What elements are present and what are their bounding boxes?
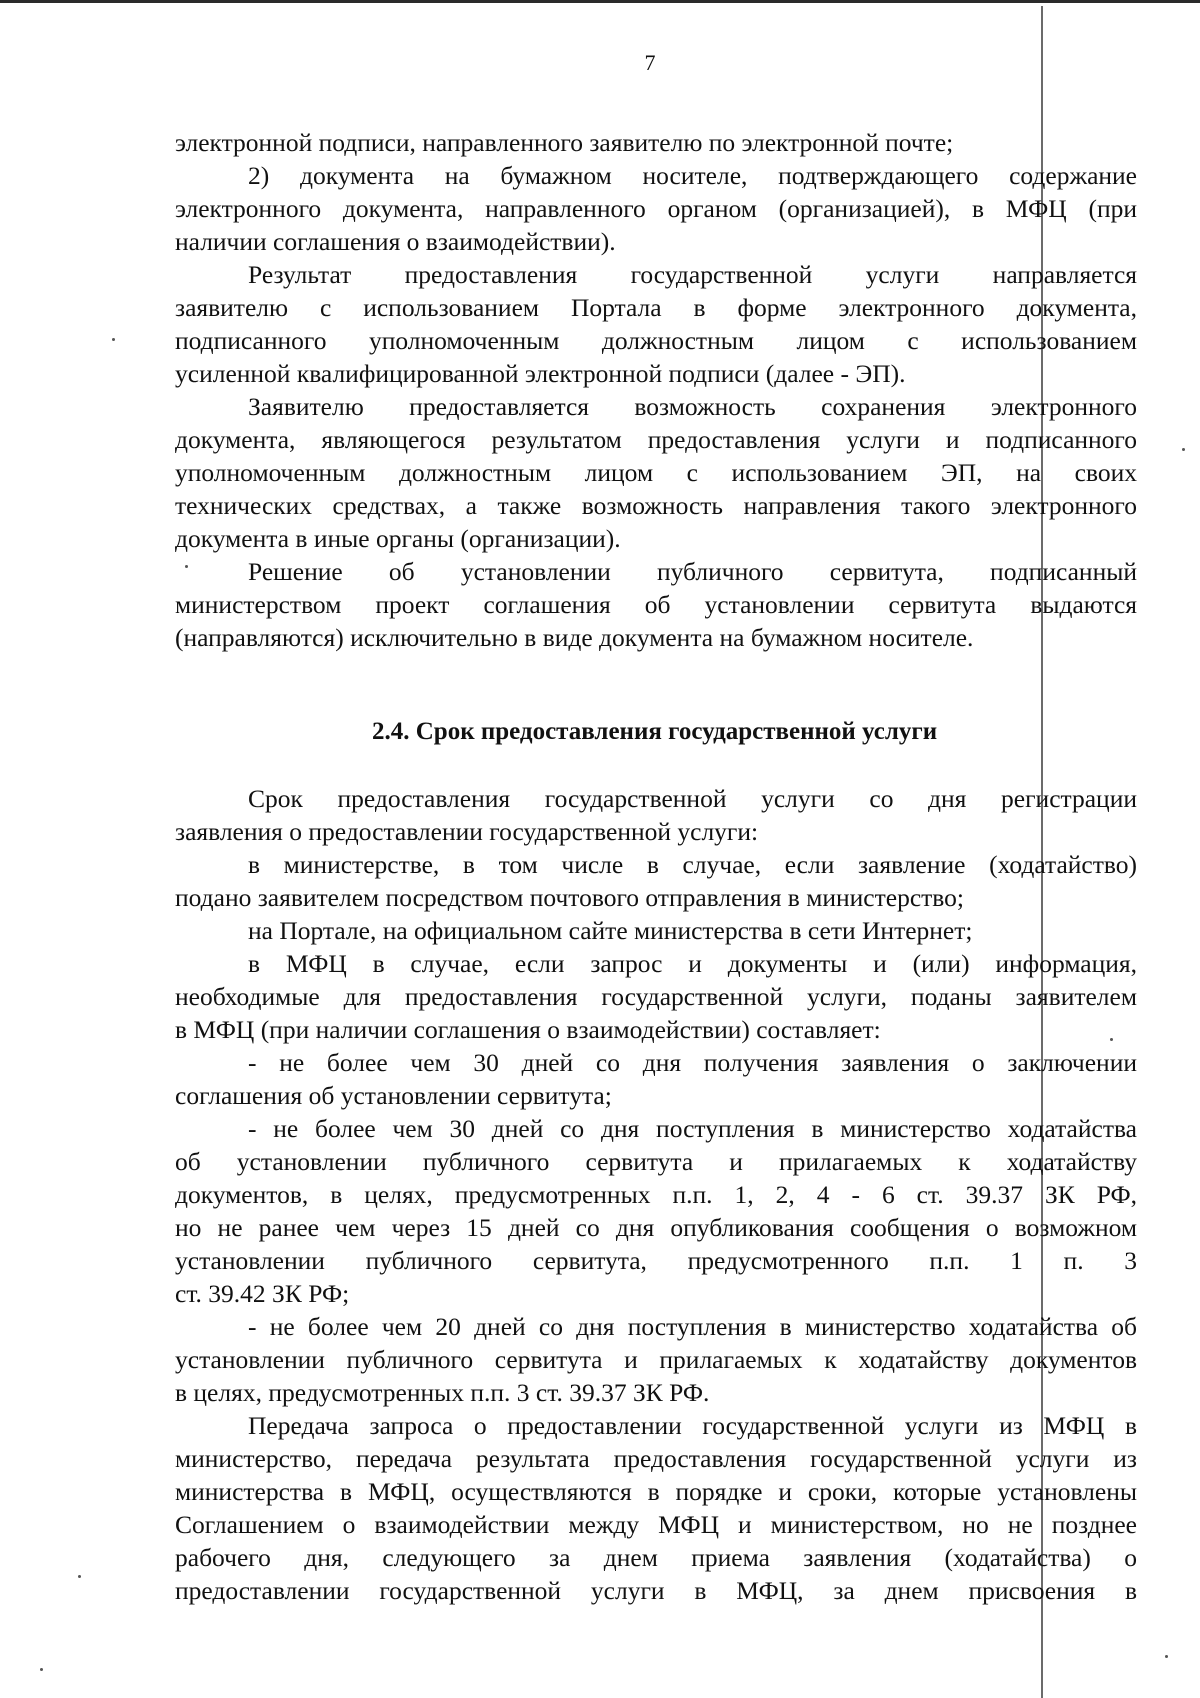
text-line: электронной подписи, направленного заявителю по электронной почте; [175,128,954,157]
text-line: - не более чем 30 дней со дня получения заявления о заключении [248,1048,1137,1077]
text-line: соглашения об установлении сервитута; [175,1081,612,1110]
scan-speck [112,338,115,341]
text-line: (направляются) исключительно в виде документа на бумажном носителе. [175,623,974,652]
text-line: министерством проект соглашения об установлении сервитута выдаются [175,590,1137,619]
text-line: в МФЦ в случае, если запрос и документы и (или) информация, [248,949,1137,978]
section-heading: 2.4. Срок предоставления государственной услуги [372,718,938,745]
text-line: усиленной квалифицированной электронной подписи (далее - ЭП). [175,359,906,388]
scan-speck [1110,1038,1113,1041]
text-line: документа, являющегося результатом предоставления услуги и подписанного [175,425,1137,454]
text-line: Решение об установлении публичного сервитута, подписанный [248,557,1137,586]
text-line: ст. 39.42 ЗК РФ; [175,1279,350,1308]
scan-top-edge [0,0,1200,3]
text-line: рабочего дня, следующего за днем приема заявления (ходатайства) о [175,1543,1137,1572]
text-line: подано заявителем посредством почтового отправления в министерство; [175,883,964,912]
text-line: установлении публичного сервитута, предусмотренного п.п. 1 п. 3 [175,1246,1137,1275]
text-line: Передача запроса о предоставлении государственной услуги из МФЦ в [248,1411,1137,1440]
text-line: об установлении публичного сервитута и прилагаемых к ходатайству [175,1147,1137,1176]
text-line: на Портале, на официальном сайте министерства в сети Интернет; [248,916,973,945]
text-line: предоставлении государственной услуги в МФЦ, за днем присвоения в [175,1576,1137,1605]
text-line: технических средствах, а также возможность направления такого электронного [175,491,1137,520]
text-line: - не более чем 20 дней со дня поступления в министерство ходатайства об [248,1312,1137,1341]
text-line: необходимые для предоставления государственной услуги, поданы заявителем [175,982,1137,1011]
text-line: наличии соглашения о взаимодействии). [175,227,616,256]
text-line: в целях, предусмотренных п.п. 3 ст. 39.37 ЗК РФ. [175,1378,710,1407]
text-line: министерства в МФЦ, осуществляются в порядке и сроки, которые установлены [175,1477,1137,1506]
text-line: Соглашением о взаимодействии между МФЦ и министерством, но не позднее [175,1510,1137,1539]
text-line: подписанного уполномоченным должностным лицом с использованием [175,326,1137,355]
scan-speck [40,1668,43,1671]
text-line: уполномоченным должностным лицом с использованием ЭП, на своих [175,458,1137,487]
text-line: документов, в целях, предусмотренных п.п. 1, 2, 4 - 6 ст. 39.37 ЗК РФ, [175,1180,1137,1209]
text-line: 2) документа на бумажном носителе, подтверждающего содержание [248,161,1137,190]
text-line: министерство, передача результата предоставления государственной услуги из [175,1444,1137,1473]
scan-speck [78,1575,81,1578]
text-line: Результат предоставления государственной услуги направляется [248,260,1137,289]
text-line: установлении публичного сервитута и прилагаемых к ходатайству документов [175,1345,1137,1374]
scan-speck [1182,448,1185,451]
page-number: 7 [644,50,656,75]
scan-speck [185,565,188,568]
text-line: - не более чем 30 дней со дня поступления в министерство ходатайства [248,1114,1137,1143]
text-line: Срок предоставления государственной услуги со дня регистрации [248,784,1137,813]
text-line: заявления о предоставлении государственной услуги: [175,817,759,846]
text-line: электронного документа, направленного органом (организацией), в МФЦ (при [175,194,1137,223]
text-line: но не ранее чем через 15 дней со дня опубликования сообщения о возможном [175,1213,1137,1242]
text-line: заявителю с использованием Портала в форме электронного документа, [175,293,1137,322]
text-line: в МФЦ (при наличии соглашения о взаимодействии) составляет: [175,1015,881,1044]
text-line: документа в иные органы (организации). [175,524,621,553]
text-line: в министерстве, в том числе в случае, если заявление (ходатайство) [248,850,1137,879]
text-line: Заявителю предоставляется возможность сохранения электронного [248,392,1137,421]
scan-speck [1165,1655,1168,1658]
